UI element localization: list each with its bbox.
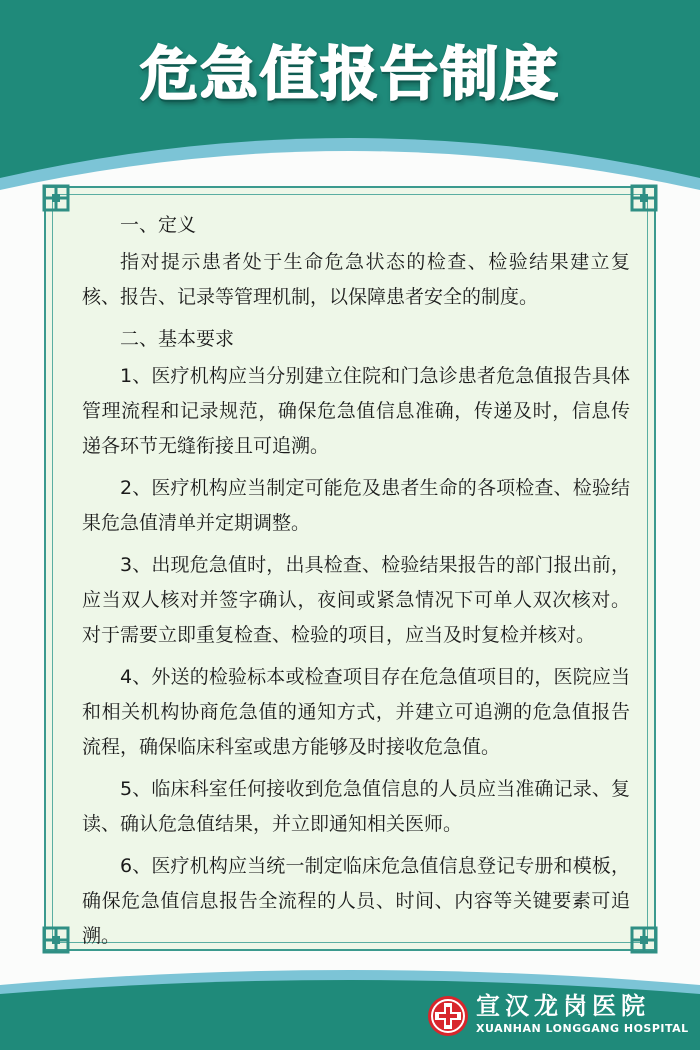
definition-paragraph: 指对提示患者处于生命危急状态的检查、检验结果建立复核、报告、记录等管理机制，以保障患者安全的制度。 xyxy=(82,251,630,308)
requirement-item-4: 4、外送的检验标本或检查项目存在危急值项目的，医院应当和相关机构协商危急值的通知方式，并建立可追溯的危急值报告流程，确保临床科室或患方能够及时接收危急值。 xyxy=(82,666,630,758)
requirement-item-2: 2、医疗机构应当制定可能危及患者生命的各项检查、检验结果危急值清单并定期调整。 xyxy=(82,477,630,534)
corner-ornament-bottom-right xyxy=(628,924,660,956)
poster-title: 危急值报告制度 xyxy=(139,40,560,108)
poster-content xyxy=(82,208,630,961)
requirement-item-5: 5、临床科室任何接收到危急值信息的人员应当准确记录、复读、确认危急值结果，并立即通知相关医师。 xyxy=(82,778,630,835)
hospital-name-en: XUANHAN LONGGANG HOSPITAL xyxy=(476,1022,689,1035)
requirement-item-1: 1、医疗机构应当分别建立住院和门急诊患者危急值报告具体管理流程和记录规范，确保危急值信息准确，传递及时，信息传递各环节无缝衔接且可追溯。 xyxy=(82,365,630,457)
hospital-logo xyxy=(426,991,689,1042)
corner-ornament-bottom-left xyxy=(40,924,72,956)
hospital-cross-icon xyxy=(426,994,470,1038)
requirement-item-3: 3、出现危急值时，出具检查、检验结果报告的部门报出前，应当双人核对并签字确认，夜间或紧急情况下可单人双次核对。对于需要立即重复检查、检验的项目，应当及时复检并核对。 xyxy=(82,554,630,646)
hospital-name-cn: 宣汉龙岗医院 xyxy=(476,991,650,1020)
section-heading-requirements: 二、基本要求 xyxy=(120,328,235,350)
corner-ornament-top-left xyxy=(40,182,72,214)
corner-ornament-top-right xyxy=(628,182,660,214)
section-heading-definition: 一、定义 xyxy=(120,214,197,236)
requirement-item-6: 6、医疗机构应当统一制定临床危急值信息登记专册和模板，确保危急值信息报告全流程的人员、时间、内容等关键要素可追溯。 xyxy=(82,855,630,947)
